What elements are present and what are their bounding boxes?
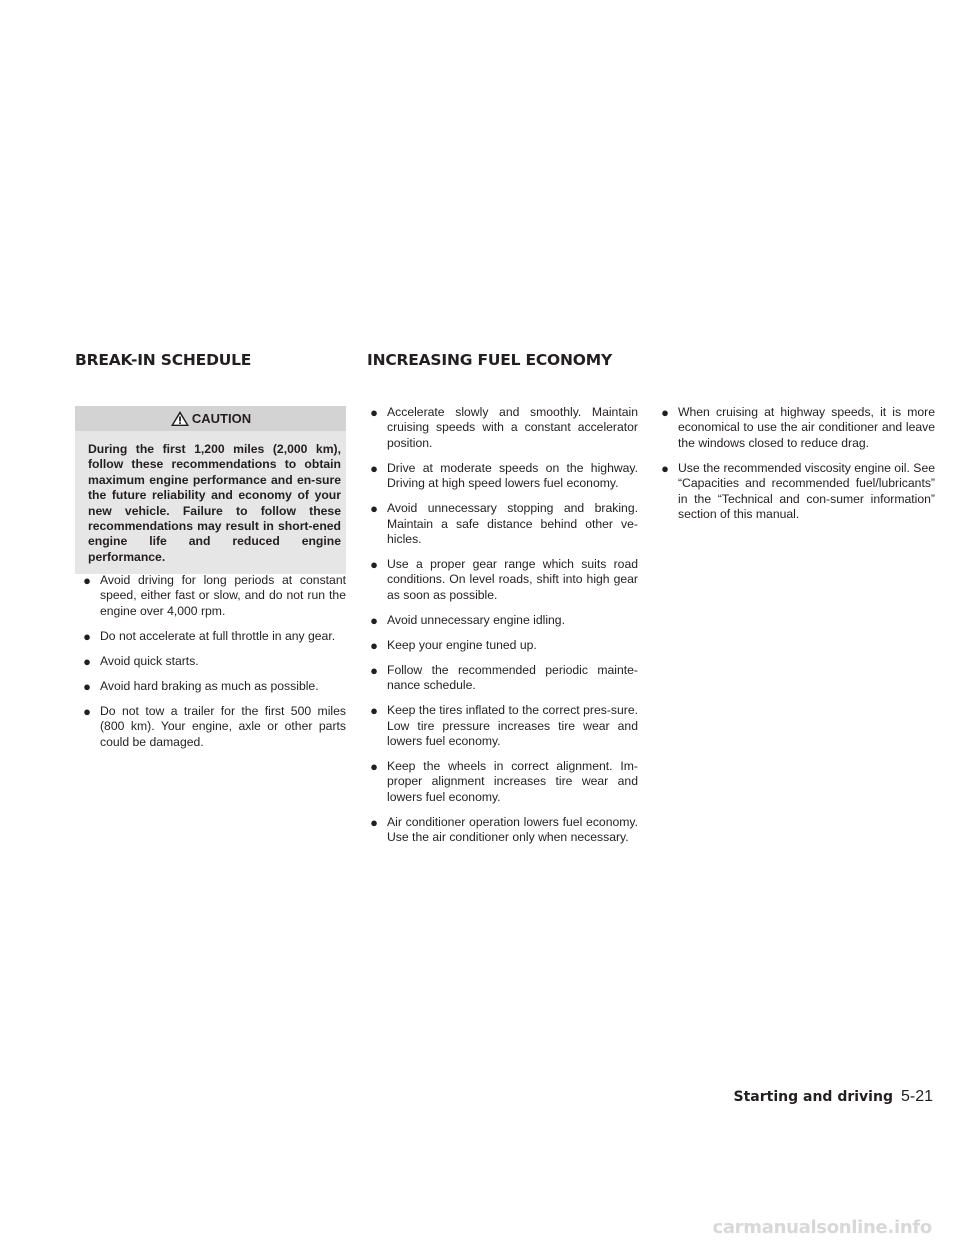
list-item [367,461,638,492]
break-in-list-column [80,573,346,760]
list-item [367,638,638,653]
list-item-text: When cruising at highway speeds, it is more economical to use the air conditioner and leave the windows closed to reduce drag. [678,405,935,450]
bullet-icon: ● [370,501,378,517]
list-item-text: Avoid driving for long periods at constant speed, either fast or slow, and do not run the engine over 4,000 rpm. [100,573,346,618]
bullet-icon: ● [83,573,91,588]
caution-header [75,406,346,431]
bullet-icon: ● [661,460,669,476]
bullet-icon: ● [83,628,91,644]
list-item [80,704,346,750]
list-item [80,654,346,669]
bullet-icon: ● [661,405,669,420]
list-item-text: Follow the recommended periodic mainte-nance schedule. [387,662,638,693]
list-item-text: Do not tow a trailer for the first 500 miles (800 km). Your engine, axle or other parts could be damaged. [100,703,346,749]
list-item-text: Keep your engine tuned up. [387,637,537,652]
list-item-text: Avoid quick starts. [100,653,199,668]
bullet-icon: ● [370,662,378,678]
bullet-icon: ● [83,703,91,719]
list-item-text: Avoid hard braking as much as possible. [100,678,319,693]
bullet-icon: ● [370,703,378,719]
watermark: carmanualsonline.info [712,1217,932,1238]
list-item-text: Drive at moderate speeds on the highway. Driving at high speed lowers fuel economy. [387,460,638,491]
fuel-economy-column-1 [367,405,638,855]
list-item [80,629,346,644]
bullet-icon: ● [370,637,378,653]
caution-box [75,406,346,574]
bullet-icon: ● [370,405,378,420]
page-number: 5-21 [900,1088,933,1105]
list-item-text: Avoid unnecessary engine idling. [387,612,565,627]
bullet-icon: ● [370,759,378,775]
fuel-economy-list-2 [658,405,935,522]
list-item [367,501,638,547]
list-item-text: Air conditioner operation lowers fuel economy. Use the air conditioner only when necessary. [387,814,638,845]
break-in-list [80,573,346,750]
list-item-text: Keep the tires inflated to the correct pres-sure. Low tire pressure increases tire wear and lowers fuel economy. [387,703,638,749]
list-item-text: Use the recommended viscosity engine oil. See “Capacities and recommended fuel/lubricants” in the “Technical and con-sumer information” section of this manual. [678,460,935,522]
bullet-icon: ● [370,612,378,628]
list-item-text: Avoid unnecessary stopping and braking. Maintain a safe distance behind other ve-hicles. [387,501,638,547]
bullet-icon: ● [370,557,378,573]
bullet-icon: ● [83,653,91,669]
list-item [367,613,638,628]
caution-label: CAUTION [191,411,252,426]
fuel-economy-column-2 [658,405,935,532]
list-item-text: Accelerate slowly and smoothly. Maintain cruising speeds with a constant accelerator position. [387,405,638,450]
bullet-icon: ● [370,460,378,476]
list-item [367,405,638,451]
list-item [367,815,638,846]
list-item-text: Do not accelerate at full throttle in any gear. [100,628,336,643]
list-item [80,573,346,619]
footer-section-title: Starting and driving [733,1089,893,1105]
warning-triangle-icon [170,410,190,427]
bullet-icon: ● [370,814,378,830]
list-item [367,663,638,694]
caution-text: During the first 1,200 miles (2,000 km), follow these recommendations to obtain maximum engine performance and en-sure the future reliability and economy of your new vehicle. Failure to follow these recommendations may result in short-ened engine life and reduced engine performance. [88,442,341,564]
list-item-text: Keep the wheels in correct alignment. Im-proper alignment increases tire wear and lowers fuel economy. [387,759,638,804]
bullet-icon: ● [83,678,91,694]
list-item-text: Use a proper gear range which suits road conditions. On level roads, shift into high gear as soon as possible. [387,557,638,602]
list-item [367,759,638,805]
list-item [658,405,935,451]
list-item [80,679,346,694]
list-item [367,703,638,749]
list-item [367,557,638,603]
section-heading-break-in: BREAK-IN SCHEDULE [75,351,252,369]
section-heading-fuel-economy: INCREASING FUEL ECONOMY [367,351,613,369]
page-footer [734,1088,933,1106]
fuel-economy-list-1 [367,405,638,846]
list-item [658,461,935,523]
